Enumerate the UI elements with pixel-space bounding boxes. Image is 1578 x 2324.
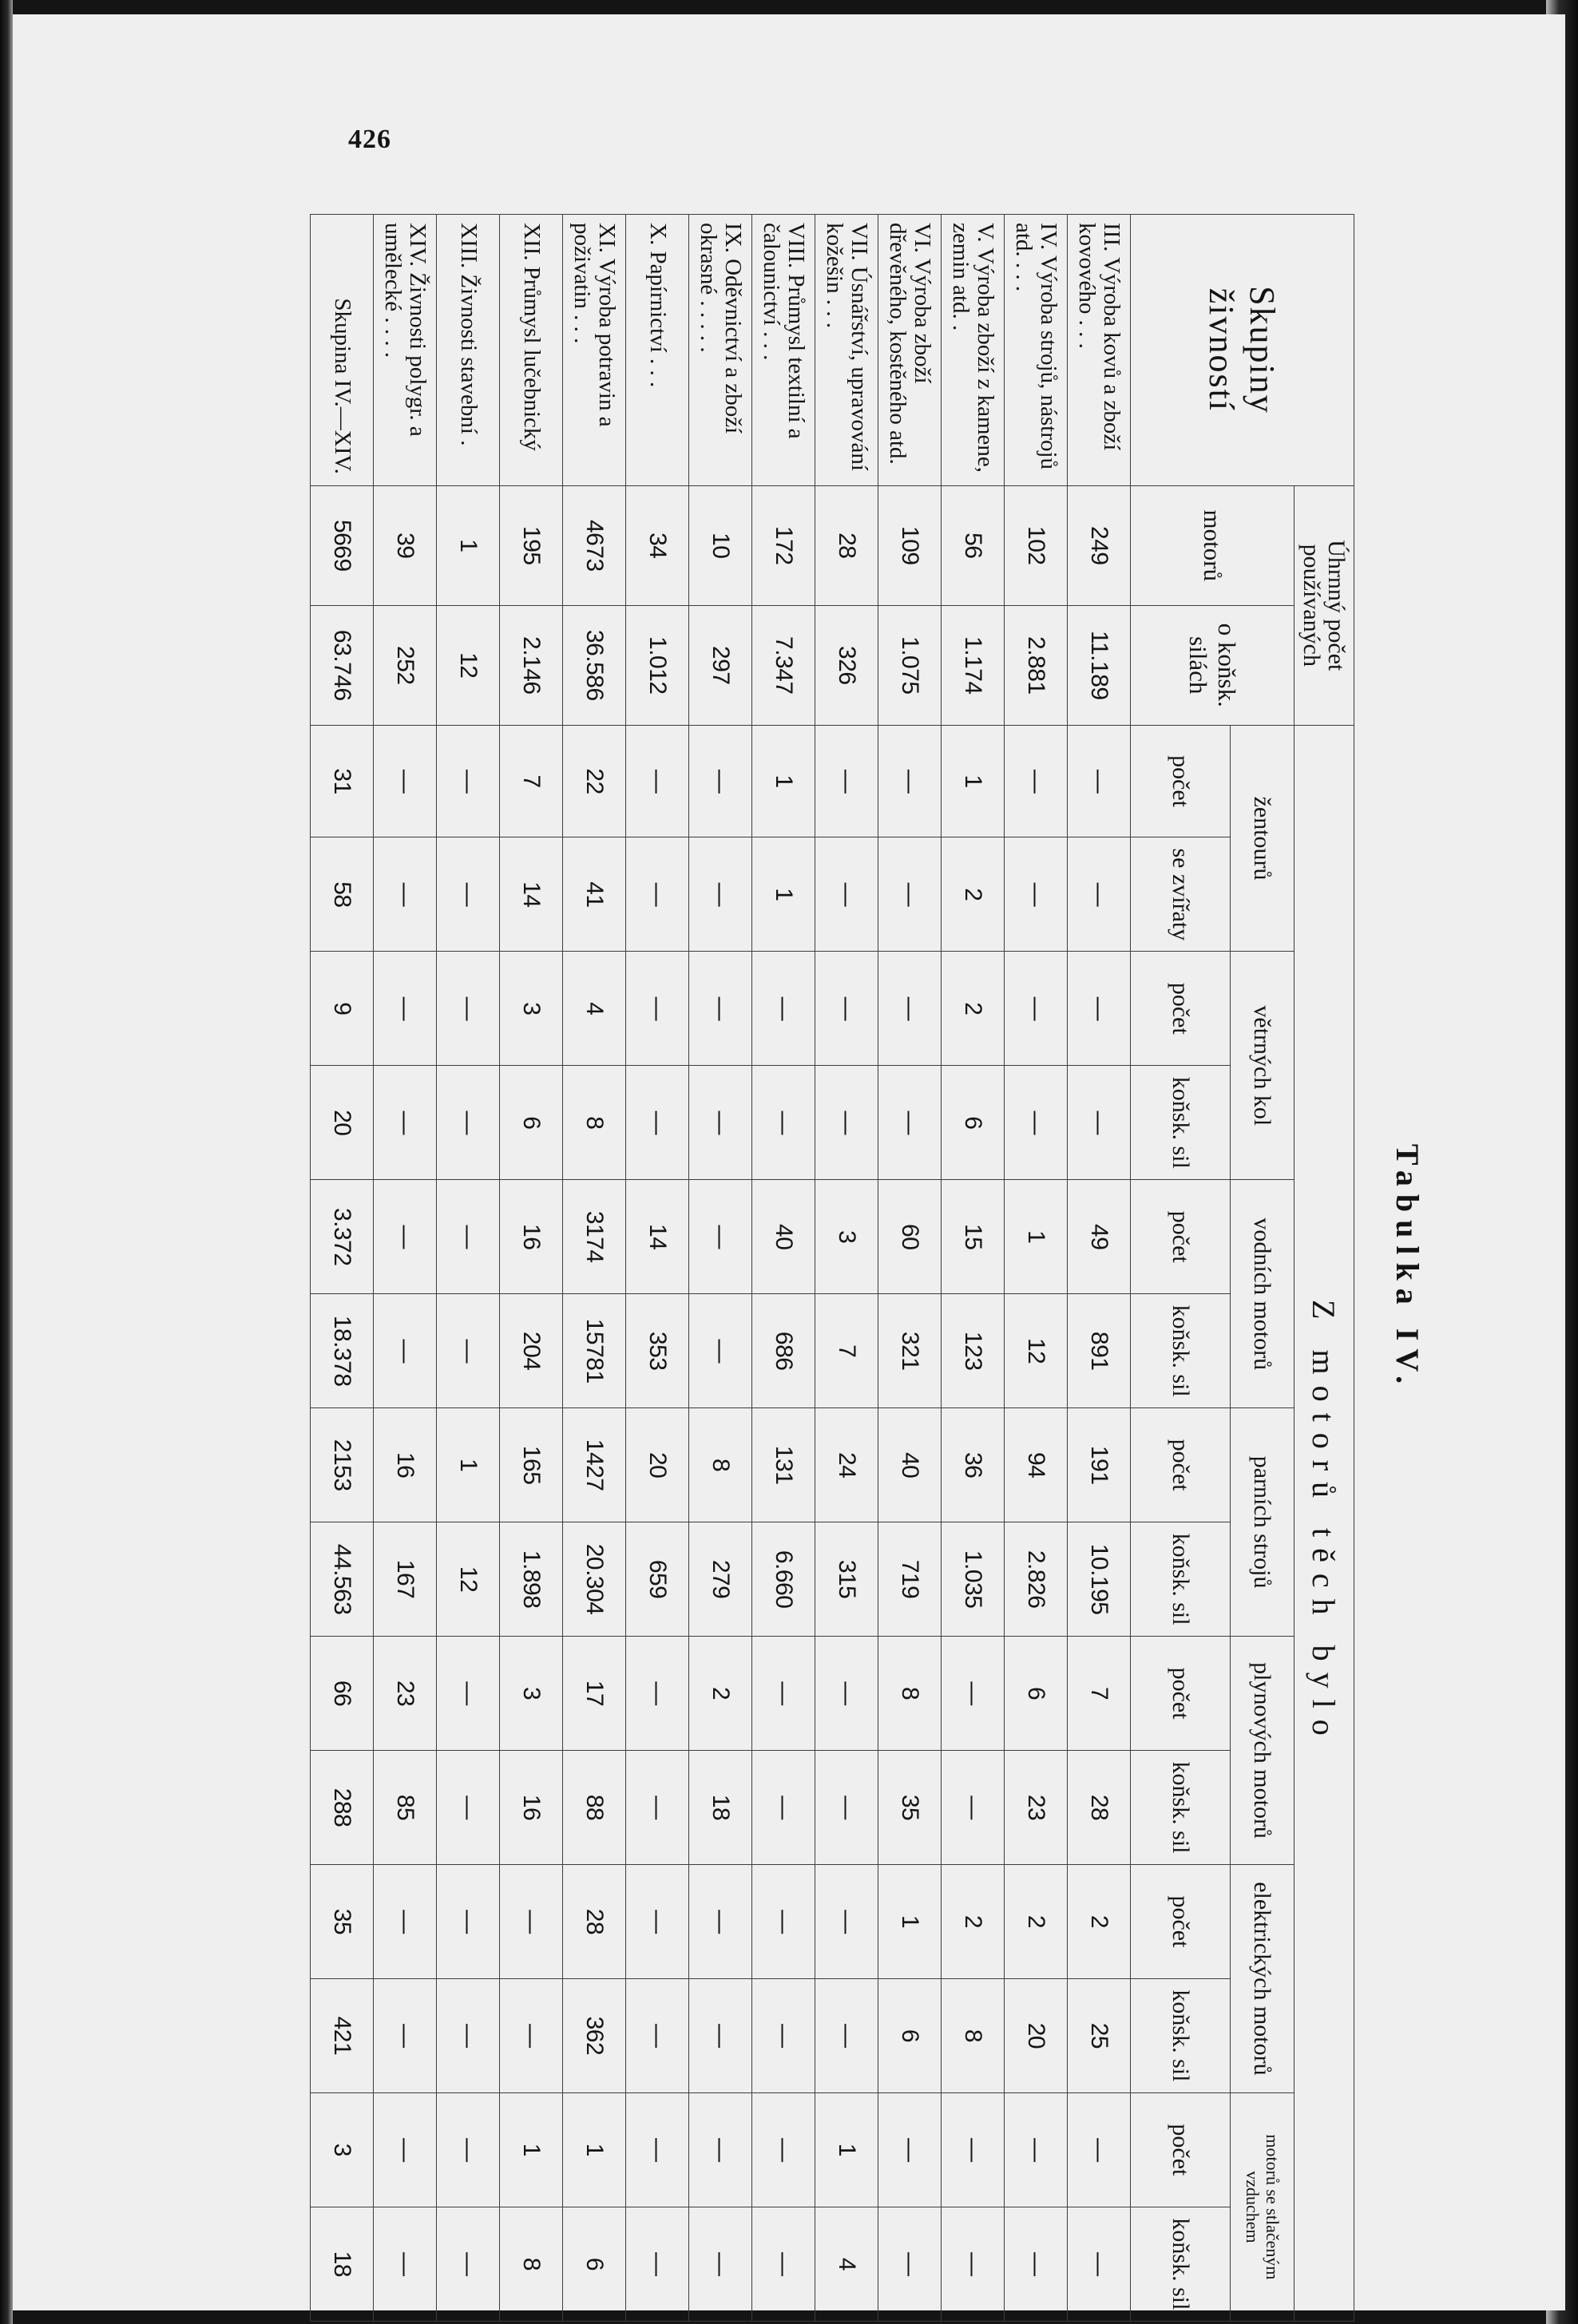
col-header: počet	[1131, 1180, 1231, 1294]
table-cell: —	[815, 952, 878, 1066]
table-cell: 353	[626, 1294, 689, 1408]
table-cell: 1	[752, 837, 815, 952]
table-cell: 102	[1005, 485, 1068, 605]
col-header: počet	[1131, 1637, 1231, 1751]
total-cell: 2153	[311, 1408, 374, 1522]
table-cell: —	[752, 1751, 815, 1865]
col-header: koňsk. sil	[1131, 1522, 1231, 1637]
table-cell: —	[437, 725, 500, 837]
table-cell: 1	[815, 2092, 878, 2207]
table-cell: 14	[500, 837, 563, 952]
table-cell: —	[689, 952, 752, 1066]
table-cell: 686	[752, 1294, 815, 1408]
table-cell: —	[689, 2207, 752, 2321]
table-cell: —	[752, 1864, 815, 1978]
table-cell: —	[689, 1978, 752, 2092]
table-cell: 4	[815, 2207, 878, 2321]
table-cell: —	[1005, 837, 1068, 952]
table-cell: 4	[563, 952, 626, 1066]
table-row	[752, 215, 815, 2322]
table-row	[689, 215, 752, 2322]
table-cell: —	[942, 1637, 1005, 1751]
total-cell: 35	[311, 1864, 374, 1978]
table-cell: —	[878, 2092, 942, 2207]
table-cell: —	[1068, 2207, 1131, 2321]
total-cell: 5669	[311, 485, 374, 605]
table-cell: 23	[1005, 1751, 1068, 1865]
table-cell: —	[689, 1864, 752, 1978]
total-cell: 58	[311, 837, 374, 952]
row-label: III. Výroba kovů a zboží kovového . . .	[1068, 215, 1131, 486]
table-cell: 11.189	[1068, 605, 1131, 725]
table-cell: 12	[437, 1522, 500, 1637]
page-sheet	[13, 14, 1565, 2310]
table-cell: —	[374, 952, 437, 1066]
table-cell: 24	[815, 1408, 878, 1522]
table-cell: 1	[437, 1408, 500, 1522]
table-cell: 12	[1005, 1294, 1068, 1408]
row-label: VI. Výroba zboží dřevěného, kostěného atd.	[878, 215, 942, 486]
table-cell: —	[878, 837, 942, 952]
total-cell: 18.378	[311, 1294, 374, 1408]
table-row	[815, 215, 878, 2322]
table-cell: 167	[374, 1522, 437, 1637]
table-cell: —	[815, 725, 878, 837]
table-cell: 321	[878, 1294, 942, 1408]
table-cell: —	[1068, 1066, 1131, 1180]
table-cell: 2	[942, 952, 1005, 1066]
row-label: IX. Oděvnictví a zboží okrasné . . . . .	[689, 215, 752, 486]
table-cell: 14	[626, 1180, 689, 1294]
total-row	[311, 215, 374, 2322]
table-cell: —	[626, 725, 689, 837]
rotated-table-area	[329, 214, 1426, 2322]
table-cell: —	[626, 1978, 689, 2092]
row-label: VIII. Průmysl textilní a čalounictví . . .	[752, 215, 815, 486]
total-label: Skupina IV.—XIV.	[311, 215, 374, 486]
table-cell: 56	[942, 485, 1005, 605]
table-cell: —	[689, 1180, 752, 1294]
table-cell: —	[752, 2207, 815, 2321]
total-cell: 9	[311, 952, 374, 1066]
table-cell: 1.174	[942, 605, 1005, 725]
table-cell: 28	[815, 485, 878, 605]
subgroup-header-compressed-air: motorů se stlačeným vzduchem	[1231, 2092, 1295, 2321]
table-cell: 2	[1068, 1864, 1131, 1978]
table-cell: 252	[374, 605, 437, 725]
row-label: XIV. Živnosti polygr. a umělecké . . . .	[374, 215, 437, 486]
table-cell: —	[500, 1978, 563, 2092]
table-cell: 659	[626, 1522, 689, 1637]
table-cell: —	[374, 1180, 437, 1294]
table-cell: 7	[815, 1294, 878, 1408]
table-row	[878, 215, 942, 2322]
col-header: počet	[1131, 1864, 1231, 1978]
table-row	[942, 215, 1005, 2322]
row-label: V. Výroba zboží z kamene, zemin atd. .	[942, 215, 1005, 486]
table-cell: —	[752, 1978, 815, 2092]
col-header: počet	[1131, 725, 1231, 837]
total-cell: 421	[311, 1978, 374, 2092]
motors-count-header: motorů	[1131, 485, 1295, 605]
row-label: IV. Výroba strojů, nástrojů atd. . . .	[1005, 215, 1068, 486]
table-cell: 109	[878, 485, 942, 605]
total-cell: 18	[311, 2207, 374, 2321]
table-cell: 2	[689, 1637, 752, 1751]
table-cell: 6	[500, 1066, 563, 1180]
table-cell: 2	[1005, 1864, 1068, 1978]
table-cell: —	[752, 1066, 815, 1180]
horsepower-header: o koňsk. silách	[1131, 605, 1295, 725]
table-cell: —	[878, 952, 942, 1066]
table-cell: 2.826	[1005, 1522, 1068, 1637]
total-cell: 3	[311, 2092, 374, 2207]
table-cell: 326	[815, 605, 878, 725]
table-cell: —	[689, 2092, 752, 2207]
table-cell: 1.012	[626, 605, 689, 725]
table-cell: —	[815, 1751, 878, 1865]
table-cell: 2	[942, 1864, 1005, 1978]
table-cell: 1427	[563, 1408, 626, 1522]
table-cell: —	[626, 837, 689, 952]
table-cell: 2.881	[1005, 605, 1068, 725]
table-cell: 36.586	[563, 605, 626, 725]
table-cell: 4673	[563, 485, 626, 605]
table-cell: 8	[878, 1637, 942, 1751]
table-cell: —	[689, 725, 752, 837]
table-cell: 8	[942, 1978, 1005, 2092]
table-cell: 8	[500, 2207, 563, 2321]
table-cell: —	[437, 952, 500, 1066]
table-cell: 23	[374, 1637, 437, 1751]
table-cell: 3	[815, 1180, 878, 1294]
table-cell: 1	[878, 1864, 942, 1978]
table-cell: 1.075	[878, 605, 942, 725]
table-cell: 40	[752, 1180, 815, 1294]
table-cell: 60	[878, 1180, 942, 1294]
table-cell: 22	[563, 725, 626, 837]
table-cell: 36	[942, 1408, 1005, 1522]
table-cell: 204	[500, 1294, 563, 1408]
total-cell: 44.563	[311, 1522, 374, 1637]
table-cell: —	[500, 1864, 563, 1978]
table-cell: 10.195	[1068, 1522, 1131, 1637]
row-label: XIII. Živnosti stavební .	[437, 215, 500, 486]
table-title: Tabulka IV.	[1390, 1143, 1425, 1392]
table-cell: 131	[752, 1408, 815, 1522]
table-cell: 7	[1068, 1637, 1131, 1751]
table-cell: —	[437, 2092, 500, 2207]
table-cell: —	[1005, 952, 1068, 1066]
table-cell: 315	[815, 1522, 878, 1637]
table-cell: 7	[500, 725, 563, 837]
table-cell: —	[1068, 952, 1131, 1066]
table-row	[437, 215, 500, 2322]
table-cell: 2	[942, 837, 1005, 952]
table-cell: 49	[1068, 1180, 1131, 1294]
table-cell: 3	[500, 952, 563, 1066]
table-cell: —	[626, 952, 689, 1066]
table-cell: —	[1068, 837, 1131, 952]
table-cell: —	[437, 1180, 500, 1294]
table-cell: 891	[1068, 1294, 1131, 1408]
subgroup-header-gin: žentourů	[1231, 725, 1295, 952]
table-cell: 15	[942, 1180, 1005, 1294]
table-cell: —	[374, 2092, 437, 2207]
table-cell: 10	[689, 485, 752, 605]
table-cell: 18	[689, 1751, 752, 1865]
table-cell: 195	[500, 485, 563, 605]
table-cell: —	[437, 2207, 500, 2321]
table-row	[1005, 215, 1068, 2322]
page-number: 426	[348, 125, 391, 154]
col-header: počet	[1131, 952, 1231, 1066]
subgroup-header-steam: parních strojů	[1231, 1408, 1295, 1637]
table-cell: 6	[942, 1066, 1005, 1180]
table-cell: 28	[1068, 1751, 1131, 1865]
table-cell: 2.146	[500, 605, 563, 725]
table-cell: —	[626, 1751, 689, 1865]
table-cell: 3	[500, 1637, 563, 1751]
col-header: koňsk. sil	[1131, 1751, 1231, 1865]
total-cell: 3.372	[311, 1180, 374, 1294]
col-header: se zvířaty	[1131, 837, 1231, 952]
table-cell: —	[1005, 725, 1068, 837]
table-cell: —	[815, 1637, 878, 1751]
col-header: koňsk. sil	[1131, 2207, 1231, 2321]
table-cell: 41	[563, 837, 626, 952]
table-cell: 123	[942, 1294, 1005, 1408]
table-row	[563, 215, 626, 2322]
table-cell: —	[626, 2092, 689, 2207]
total-cell: 31	[311, 725, 374, 837]
table-cell: 16	[500, 1751, 563, 1865]
table-cell: 40	[878, 1408, 942, 1522]
table-cell: 34	[626, 485, 689, 605]
table-cell: —	[437, 1294, 500, 1408]
table-cell: —	[815, 837, 878, 952]
col-header: počet	[1131, 2092, 1231, 2207]
table-cell: 85	[374, 1751, 437, 1865]
row-label: XI. Výroba potravin a poživatin . . .	[563, 215, 626, 486]
total-cell: 288	[311, 1751, 374, 1865]
table-cell: —	[815, 1864, 878, 1978]
table-cell: 6	[1005, 1637, 1068, 1751]
table-cell: 7.347	[752, 605, 815, 725]
table-cell: 39	[374, 485, 437, 605]
subgroup-header-gas: plynových motorů	[1231, 1637, 1295, 1865]
table-cell: —	[374, 1864, 437, 1978]
col-header: koňsk. sil	[1131, 1978, 1231, 2092]
table-cell: 1	[942, 725, 1005, 837]
table-row	[374, 215, 437, 2322]
table-cell: —	[437, 837, 500, 952]
table-cell: —	[878, 725, 942, 837]
table-cell: —	[689, 1066, 752, 1180]
table-row	[500, 215, 563, 2322]
table-cell: 20.304	[563, 1522, 626, 1637]
table-row	[626, 215, 689, 2322]
col-header: koňsk. sil	[1131, 1294, 1231, 1408]
table-cell: —	[626, 1066, 689, 1180]
table-cell: —	[374, 1294, 437, 1408]
motors-were-header: Z motorů těch bylo	[1295, 725, 1354, 2321]
table-cell: 35	[878, 1751, 942, 1865]
table-cell: —	[942, 1751, 1005, 1865]
table-cell: —	[689, 1294, 752, 1408]
groups-header: Skupiny živností	[1131, 215, 1354, 486]
table-cell: —	[752, 1637, 815, 1751]
table-cell: —	[1068, 2092, 1131, 2207]
table-cell: 1	[500, 2092, 563, 2207]
table-cell: 1	[752, 725, 815, 837]
table-cell: 297	[689, 605, 752, 725]
table-cell: —	[752, 2092, 815, 2207]
table-cell: 6.660	[752, 1522, 815, 1637]
statistics-table	[310, 214, 1354, 2322]
table-cell: 1.035	[942, 1522, 1005, 1637]
total-cell: 20	[311, 1066, 374, 1180]
row-label: VII. Úsnářství, upravování kožešin . . .	[815, 215, 878, 486]
row-label: X. Papírnictví . . .	[626, 215, 689, 486]
table-cell: —	[626, 1637, 689, 1751]
subgroup-header-wind: větrných kol	[1231, 952, 1295, 1180]
table-cell: 15781	[563, 1294, 626, 1408]
table-cell: 20	[1005, 1978, 1068, 2092]
table-cell: —	[1068, 725, 1131, 837]
table-cell: —	[374, 1066, 437, 1180]
table-cell: —	[1005, 1066, 1068, 1180]
table-cell: —	[752, 952, 815, 1066]
table-cell: 8	[689, 1408, 752, 1522]
subgroup-header-water: vodních motorů	[1231, 1180, 1295, 1408]
table-cell: 16	[500, 1180, 563, 1294]
table-cell: —	[374, 1978, 437, 2092]
table-cell: 172	[752, 485, 815, 605]
scan-edge-left	[0, 0, 13, 2324]
table-cell: 1	[437, 485, 500, 605]
table-cell: 249	[1068, 485, 1131, 605]
table-cell: 28	[563, 1864, 626, 1978]
subgroup-header-electric: elektrických motorů	[1231, 1864, 1295, 2092]
table-cell: —	[878, 1066, 942, 1180]
row-label: XII. Průmysl lučebnický	[500, 215, 563, 486]
table-cell: —	[437, 1637, 500, 1751]
table-cell: —	[815, 1066, 878, 1180]
col-header: koňsk. sil	[1131, 1066, 1231, 1180]
table-cell: —	[437, 1066, 500, 1180]
table-cell: 6	[563, 2207, 626, 2321]
table-row	[1068, 215, 1131, 2322]
table-cell: —	[437, 1978, 500, 2092]
table-cell: —	[942, 2207, 1005, 2321]
table-cell: 94	[1005, 1408, 1068, 1522]
table-cell: 165	[500, 1408, 563, 1522]
table-cell: 16	[374, 1408, 437, 1522]
table-cell: —	[626, 1864, 689, 1978]
total-cell: 63.746	[311, 605, 374, 725]
table-cell: 1	[1005, 1180, 1068, 1294]
table-cell: —	[942, 2092, 1005, 2207]
table-cell: 1.898	[500, 1522, 563, 1637]
total-used-header: Úhrnný počet používaných	[1295, 485, 1354, 725]
table-cell: —	[626, 2207, 689, 2321]
table-cell: —	[689, 837, 752, 952]
table-cell: —	[437, 1751, 500, 1865]
col-header: počet	[1131, 1408, 1231, 1522]
table-cell: —	[1005, 2207, 1068, 2321]
table-cell: —	[437, 1864, 500, 1978]
table-cell: —	[374, 2207, 437, 2321]
table-cell: —	[878, 2207, 942, 2321]
table-cell: —	[374, 837, 437, 952]
table-cell: 8	[563, 1066, 626, 1180]
table-cell: —	[815, 1978, 878, 2092]
table-cell: 20	[626, 1408, 689, 1522]
table-cell: 719	[878, 1522, 942, 1637]
table-cell: —	[1005, 2092, 1068, 2207]
table-cell: 191	[1068, 1408, 1131, 1522]
table-cell: 362	[563, 1978, 626, 2092]
table-cell: 6	[878, 1978, 942, 2092]
total-cell: 66	[311, 1637, 374, 1751]
table-cell: 25	[1068, 1978, 1131, 2092]
table-cell: 17	[563, 1637, 626, 1751]
table-cell: —	[374, 725, 437, 837]
table-cell: 12	[437, 605, 500, 725]
table-cell: 88	[563, 1751, 626, 1865]
table-cell: 279	[689, 1522, 752, 1637]
table-cell: 1	[563, 2092, 626, 2207]
table-cell: 3174	[563, 1180, 626, 1294]
